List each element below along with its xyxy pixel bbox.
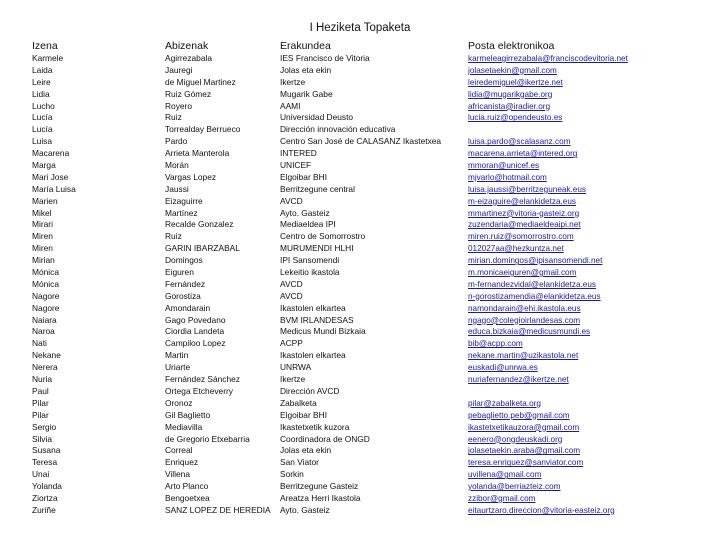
table-row [0, 410, 720, 422]
last-name-cell: Eiguren [165, 267, 194, 278]
table-row [0, 160, 720, 172]
first-name-cell: Mikel [32, 207, 52, 218]
table-row [0, 338, 720, 350]
organization-cell: AAMI [280, 100, 301, 111]
first-name-cell: Teresa [32, 457, 58, 468]
organization-cell: Elgoibar BHI [280, 409, 328, 420]
header-abizenak: Abizenak [165, 40, 209, 52]
table-row [0, 279, 720, 291]
first-name-cell: Karmele [32, 53, 64, 63]
email-link[interactable]: jolasetaekin.araba@gmail.com [468, 446, 581, 456]
table-row [0, 326, 720, 338]
table-row [0, 184, 720, 196]
first-name-cell: Pilar [32, 409, 49, 420]
last-name-cell: Vargas Lopez [165, 171, 217, 182]
last-name-cell: Pardo [165, 136, 188, 147]
table-row [0, 196, 720, 208]
table-row [0, 136, 720, 148]
last-name-cell: Campiloo Lopez [165, 338, 226, 349]
organization-cell: Ikastolen elkartea [280, 302, 346, 313]
last-name-cell: Morán [165, 160, 189, 171]
email-link[interactable]: miren.ruiz@somorrostro.com [468, 232, 574, 242]
table-row [0, 434, 720, 446]
organization-cell: Centro de Somorrostro [280, 231, 366, 242]
organization-cell: Berritzegune Gasteiz [280, 481, 359, 492]
last-name-cell: Jauregi [165, 64, 193, 75]
first-name-cell: Nuria [32, 374, 53, 385]
organization-cell: Ikertze [280, 374, 306, 385]
table-row [0, 112, 720, 124]
organization-cell: Coordinadora de ONGD [280, 433, 370, 444]
email-link[interactable]: uvillena@gmail.com [468, 470, 542, 480]
first-name-cell: Naroa [32, 326, 55, 337]
first-name-cell: Unai [32, 469, 50, 480]
table-row [0, 303, 720, 315]
table-row [0, 386, 720, 398]
first-name-cell: Nagore [32, 302, 60, 313]
email-link[interactable]: ikastetxetikauzora@gmail.com [468, 422, 580, 432]
organization-cell: Universidad Deusto [280, 112, 354, 123]
organization-cell: Dirección AVCD [280, 385, 340, 396]
table-row [0, 422, 720, 434]
first-name-cell: Mari Jose [32, 171, 69, 182]
email-link[interactable]: educa.bizkaia@medicusmundi.es [468, 327, 591, 337]
email-link[interactable]: macarena.arrieta@intered.org [468, 149, 578, 159]
last-name-cell: Bengoetxea [165, 492, 210, 503]
header-izena: Izena [32, 40, 58, 52]
last-name-cell: Villena [165, 469, 190, 480]
first-name-cell: Luisa [32, 136, 53, 147]
organization-cell: San Viator [280, 457, 319, 468]
email-link[interactable]: bib@acpp.com [468, 339, 523, 349]
organization-cell: Ikertze [280, 76, 306, 87]
organization-cell: Jolas eta ekin [280, 64, 332, 75]
table-row [0, 219, 720, 231]
last-name-cell: de Miguel Martinez [165, 76, 236, 87]
last-name-cell: Gago Povedano [165, 314, 226, 325]
email-link[interactable]: mmartinez@vitoria-gasteiz.org [468, 208, 580, 218]
last-name-cell: Oronoz [165, 397, 193, 408]
table-row [0, 208, 720, 220]
email-link[interactable]: mjvarlo@hotmail.com [468, 172, 547, 182]
last-name-cell: Eizaguirre [165, 195, 203, 206]
first-name-cell: Mónica [32, 278, 59, 289]
email-link[interactable]: zuzendaria@mediaeldeaipi.net [468, 220, 581, 230]
first-name-cell: Nerera [32, 362, 58, 373]
first-name-cell: Nekane [32, 350, 61, 361]
email-link[interactable]: m.monicaeiguren@gmail.com [468, 268, 577, 278]
last-name-cell: Mediavilla [165, 421, 203, 432]
email-link[interactable]: mmoran@unicef.es [468, 161, 540, 171]
organization-cell: IPI Sansomendi [280, 255, 340, 266]
email-link[interactable]: zzibor@gmail.com [468, 493, 536, 503]
email-link[interactable]: africanista@iradier.org [468, 101, 551, 111]
first-name-cell: Lucía [32, 112, 53, 123]
first-name-cell: Silvia [32, 433, 53, 444]
first-name-cell: Lucho [32, 100, 55, 111]
last-name-cell: SANZ LOPEZ DE HEREDIA [165, 504, 271, 515]
last-name-cell: Fernández Sánchez [165, 374, 240, 385]
table-row [0, 172, 720, 184]
header-row [0, 40, 720, 52]
table-row [0, 267, 720, 279]
email-link[interactable]: leiredemiguel@ikertze.net [468, 77, 563, 87]
last-name-cell: Enriquez [165, 457, 199, 468]
last-name-cell: Arto Planco [165, 481, 209, 492]
last-name-cell: Torrealday Berrueco [165, 124, 241, 135]
first-name-cell: Zuriñe [32, 504, 56, 515]
first-name-cell: Pilar [32, 397, 49, 408]
first-name-cell: Yolanda [32, 481, 62, 492]
organization-cell: BVM IRLANDESAS [280, 314, 354, 325]
last-name-cell: Ruiz Gómez [165, 88, 212, 99]
organization-cell: UNRWA [280, 362, 312, 373]
first-name-cell: Miren [32, 243, 53, 254]
organization-cell: Ikastolen elkartea [280, 350, 346, 361]
organization-cell: Mediaeldea IPI [280, 219, 336, 230]
last-name-cell: Royero [165, 100, 192, 111]
table-row [0, 148, 720, 160]
first-name-cell: Miren [32, 231, 53, 242]
organization-cell: MURUMENDI HLHI [280, 243, 354, 254]
table-row [0, 255, 720, 267]
table-row [0, 469, 720, 481]
table-row [0, 457, 720, 469]
organization-cell: UNICEF [280, 160, 312, 171]
last-name-cell: Gorostiza [165, 290, 201, 301]
last-name-cell: GARIN IBARZABAL [165, 243, 240, 254]
table-row [0, 77, 720, 89]
last-name-cell: Ortega Etcheverry [165, 385, 233, 396]
email-link[interactable]: luisa.jaussi@berritzeguneak.eus [468, 184, 586, 194]
table-row [0, 124, 720, 136]
email-link[interactable]: ngago@colegioirlandesas.com [468, 315, 581, 325]
email-link[interactable]: eenero@ongdeuskadi.org [468, 434, 563, 444]
email-link[interactable]: lidia@mugarikgabe.org [468, 89, 553, 99]
email-link[interactable]: namondarain@ehi.ikastola.eus [468, 303, 581, 313]
organization-cell: Mugarik Gabe [280, 88, 333, 99]
email-link[interactable]: yolanda@berriazteiz.com [468, 482, 561, 492]
header-posta: Posta elektronikoa [468, 40, 555, 52]
first-name-cell: Susana [32, 445, 61, 456]
email-link[interactable]: pebaglietto.peb@gmail.com [468, 410, 570, 420]
email-link[interactable]: mirian.domingos@ipisansomendi.net [468, 256, 603, 266]
table-row [0, 243, 720, 255]
organization-cell: Ikastetxetik kuzora [280, 421, 350, 432]
organization-cell: Dirección innovación educativa [280, 124, 396, 135]
first-name-cell: María Luisa [32, 183, 76, 194]
last-name-cell: Gil Baglietto [165, 409, 211, 420]
last-name-cell: Fernández [165, 278, 206, 289]
organization-cell: Sorkin [280, 469, 304, 480]
last-name-cell: Domingos [165, 255, 203, 266]
first-name-cell: Ziortza [32, 492, 58, 503]
last-name-cell: Martínez [165, 207, 198, 218]
email-link[interactable]: nekane.martin@uzikastola.net [468, 351, 579, 361]
table-row [0, 89, 720, 101]
email-link[interactable]: eitaurtzaro.direccion@vitoria-easteiz.org [468, 505, 615, 515]
sheet-title: I Heziketa Topaketa [309, 22, 411, 34]
table-row [0, 350, 720, 362]
organization-cell: Medicus Mundi Bizkaia [280, 326, 366, 337]
table-row [0, 493, 720, 505]
last-name-cell: Recalde Gonzalez [165, 219, 234, 230]
first-name-cell: Lidia [32, 88, 50, 99]
last-name-cell: Correal [165, 445, 193, 456]
organization-cell: INTERED [280, 148, 317, 159]
organization-cell: AVCD [280, 278, 303, 289]
first-name-cell: Mirari [32, 219, 53, 230]
first-name-cell: Leire [32, 76, 51, 87]
email-link[interactable]: n-gorostizamendia@elankidetza.eus [468, 291, 601, 301]
last-name-cell: Uriarte [165, 362, 191, 373]
email-link[interactable]: jolasetaekin@gmail.com [468, 65, 557, 75]
table-row [0, 231, 720, 243]
email-link[interactable]: m-eizaguire@elankidetza.eus [468, 196, 576, 206]
last-name-cell: Ruiz [165, 112, 182, 123]
table-row [0, 481, 720, 493]
table-row [0, 65, 720, 77]
organization-cell: Ayto. Gasteiz [280, 207, 330, 218]
first-name-cell: Paul [32, 385, 49, 396]
header-erakundea: Erakundea [280, 40, 331, 52]
last-name-cell: Ciordia Landeta [165, 326, 225, 337]
last-name-cell: Agirrezabala [165, 53, 213, 63]
table-row [0, 445, 720, 457]
table-row [0, 374, 720, 386]
organization-cell: Elgoibar BHI [280, 171, 328, 182]
first-name-cell: Marga [32, 160, 56, 171]
organization-cell: AVCD [280, 290, 303, 301]
first-name-cell: Sergio [32, 421, 57, 432]
last-name-cell: Martin [165, 350, 189, 361]
table-row [0, 315, 720, 327]
email-link[interactable]: nuriafernandez@ikertze.net [468, 375, 569, 385]
first-name-cell: Nagore [32, 290, 60, 301]
last-name-cell: Arrieta Manterola [165, 148, 230, 159]
table-body [0, 53, 720, 517]
first-name-cell: Naiara [32, 314, 57, 325]
email-link[interactable]: lucia.ruiz@opendeusto.es [468, 113, 563, 123]
last-name-cell: Jaussi [165, 183, 189, 194]
email-link[interactable]: pilar@zabalketa.org [468, 398, 541, 408]
table-row [0, 505, 720, 517]
email-link[interactable]: teresa.enriquez@sanviator.com [468, 458, 584, 468]
first-name-cell: Marien [32, 195, 58, 206]
first-name-cell: Nati [32, 338, 47, 349]
first-name-cell: Laida [32, 64, 53, 75]
organization-cell: Zabalketa [280, 397, 317, 408]
organization-cell: Lekeitio ikastola [280, 267, 340, 278]
first-name-cell: Macarena [32, 148, 70, 159]
organization-cell: Berritzegune central [280, 183, 355, 194]
email-link[interactable]: m-fernandezvidal@elankidetza.eus [468, 279, 597, 289]
organization-cell: Jolas eta ekin [280, 445, 332, 456]
email-link[interactable]: 012027aa@hezkuntza.net [468, 244, 564, 254]
first-name-cell: Mónica [32, 267, 59, 278]
table-row [0, 101, 720, 113]
organization-cell: Centro San José de CALASANZ Ikastetxea [280, 136, 442, 147]
last-name-cell: de Gregorio Etxebarria [165, 433, 250, 444]
last-name-cell: Ruiz [165, 231, 182, 242]
first-name-cell: Mirian [32, 255, 55, 266]
table-row [0, 362, 720, 374]
last-name-cell: Amondarain [165, 302, 211, 313]
organization-cell: Ayto. Gasteiz [280, 504, 330, 515]
email-link[interactable]: euskadi@unrwa.es [468, 363, 538, 373]
email-link[interactable]: karmeleagirrezabala@franciscodevitoria.net [468, 54, 628, 63]
table-row [0, 398, 720, 410]
organization-cell: Areatza Herri Ikastola [280, 492, 361, 503]
table-row [0, 53, 720, 65]
organization-cell: ACPP [280, 338, 303, 349]
organization-cell: AVCD [280, 195, 303, 206]
first-name-cell: Lucía [32, 124, 53, 135]
email-link[interactable]: luisa.pardo@scalasanz.com [468, 137, 571, 147]
table-row [0, 291, 720, 303]
organization-cell: IES Francisco de Vitoria [280, 53, 370, 63]
